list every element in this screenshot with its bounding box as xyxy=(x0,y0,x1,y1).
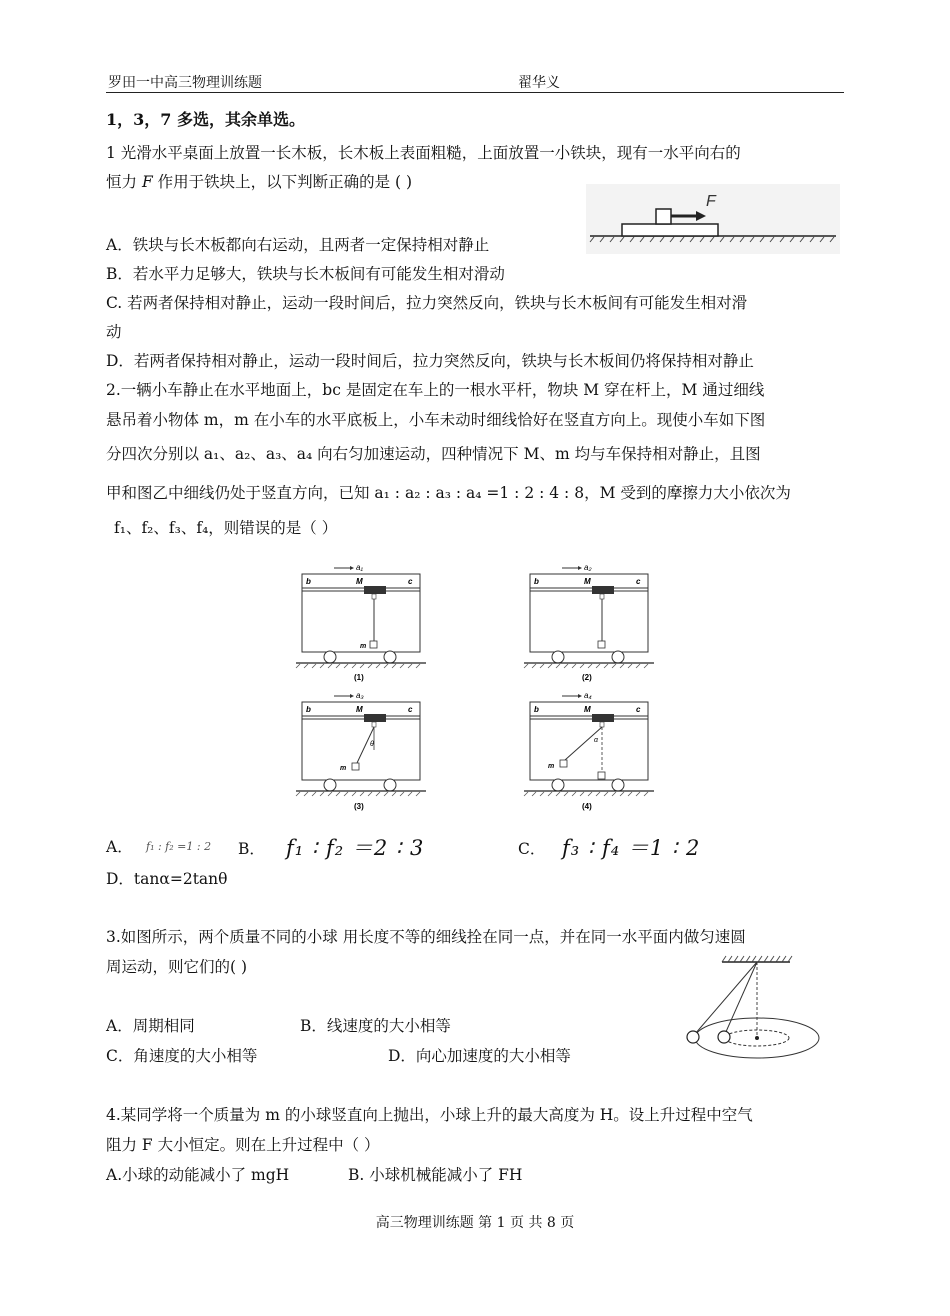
q2-line1: 2.一辆小车静止在水平地面上，bc 是固定在车上的一根水平杆，物块 M 穿在杆上，M 通过细线 xyxy=(106,381,765,399)
q1-stem-line2: 恒力 F 作用于铁块上，以下判断正确的是 ( ) xyxy=(106,173,413,191)
svg-text:m: m xyxy=(548,763,555,770)
header-school: 罗田一中高三物理训练题 xyxy=(108,75,262,91)
svg-text:c: c xyxy=(408,705,413,714)
svg-text:(4): (4) xyxy=(582,802,592,811)
q1-option-d: D．若两者保持相对静止，运动一段时间后，拉力突然反向，铁块与长木板间仍将保持相对静止 xyxy=(106,352,754,370)
ball-2 xyxy=(718,1031,730,1043)
header-author: 翟华义 xyxy=(518,75,560,91)
svg-text:b: b xyxy=(534,577,539,586)
svg-text:a₃: a₃ xyxy=(356,691,364,700)
q2-option-b-formula: f₁ ∶ f₂ ＝2 ∶ 3 xyxy=(286,836,425,860)
long-board xyxy=(622,224,718,236)
q3-option-d: D．向心加速度的大小相等 xyxy=(388,1047,571,1065)
q3-figure xyxy=(680,954,825,1072)
q1-option-c-line1: C. 若两者保持相对静止，运动一段时间后，拉力突然反向，铁块与长木板间有可能发生相对滑 xyxy=(106,294,748,312)
ball-1 xyxy=(687,1031,699,1043)
svg-text:M: M xyxy=(584,705,591,714)
svg-text:a₂: a₂ xyxy=(584,563,592,572)
q2-option-d: D．tanα=2tanθ xyxy=(106,870,228,888)
svg-text:m: m xyxy=(360,643,367,650)
q1-option-b: B．若水平力足够大，铁块与长木板间有可能发生相对滑动 xyxy=(106,265,505,283)
q2-line2: 悬吊着小物体 m，m 在小车的水平底板上，小车未动时细线恰好在竖直方向上。现使小车如下图 xyxy=(106,411,766,429)
q3-line1: 3.如图所示，两个质量不同的小球 用长度不等的细线拴在同一点，并在同一水平面内做匀速圆 xyxy=(106,928,746,946)
svg-text:α: α xyxy=(594,737,598,744)
cart-panel-3 xyxy=(296,691,426,811)
svg-text:c: c xyxy=(636,577,641,586)
q4-option-b: B. 小球机械能减小了 FH xyxy=(348,1166,523,1184)
q1-option-a: A．铁块与长木板都向右运动，且两者一定保持相对静止 xyxy=(106,236,490,254)
q3-option-a: A．周期相同 xyxy=(106,1017,195,1035)
q1-stem-line1: 1 光滑水平桌面上放置一长木板，长木板上表面粗糙，上面放置一小铁块，现有一水平向右的 xyxy=(106,144,741,162)
page-footer: 高三物理训练题 第 1 页 共 8 页 xyxy=(375,1215,575,1231)
q3-line2: 周运动，则它们的( ) xyxy=(106,958,248,976)
q2-line5: f₁、f₂、f₃、f₄，则错误的是（ ） xyxy=(114,519,338,537)
iron-block xyxy=(656,209,671,224)
q2-option-a-label: A． xyxy=(106,838,133,856)
svg-text:(1): (1) xyxy=(354,673,364,682)
q2-figure xyxy=(290,558,660,816)
q2-line4: 甲和图乙中细线仍处于竖直方向，已知 a₁ : a₂ : a₃ : a₄ =1 : 2 : 4 : 8，M 受到的摩擦力大小依次为 xyxy=(106,484,791,502)
q1-option-c-line2: 动 xyxy=(106,323,122,341)
svg-text:c: c xyxy=(408,577,413,586)
svg-text:c: c xyxy=(636,705,641,714)
q2-option-c-label: C． xyxy=(518,840,546,858)
svg-text:M: M xyxy=(356,577,363,586)
q4-option-a: A.小球的动能减小了 mgH xyxy=(106,1166,290,1184)
instruction: 1，3，7 多选，其余单选。 xyxy=(106,110,305,129)
svg-text:b: b xyxy=(306,705,311,714)
svg-text:(2): (2) xyxy=(582,673,592,682)
svg-text:(3): (3) xyxy=(354,802,364,811)
q4-line2: 阻力 F 大小恒定。则在上升过程中（ ） xyxy=(106,1136,380,1154)
cart-panel-4 xyxy=(524,691,654,811)
svg-text:M: M xyxy=(584,577,591,586)
q2-option-c-formula: f₃ ∶ f₄ ＝1 ∶ 2 xyxy=(562,836,701,860)
svg-text:m: m xyxy=(340,765,347,772)
q4-line1: 4.某同学将一个质量为 m 的小球竖直向上抛出，小球上升的最大高度为 H。设上升过程中空气 xyxy=(106,1106,753,1124)
cart-panel-1 xyxy=(296,563,426,682)
q3-option-c: C．角速度的大小相等 xyxy=(106,1047,258,1065)
svg-text:b: b xyxy=(306,577,311,586)
svg-text:θ: θ xyxy=(370,741,374,748)
svg-text:a₁: a₁ xyxy=(356,563,363,572)
q3-option-b: B．线速度的大小相等 xyxy=(300,1017,451,1035)
header-rule xyxy=(106,92,844,93)
svg-text:b: b xyxy=(534,705,539,714)
svg-text:M: M xyxy=(356,705,363,714)
q2-option-a-formula: f₁ : f₂ =1 : 2 xyxy=(146,840,212,853)
force-label: F xyxy=(706,193,716,210)
q1-figure xyxy=(586,184,840,254)
q2-option-b-label: B． xyxy=(238,840,265,858)
q2-line3: 分四次分别以 a₁、a₂、a₃、a₄ 向右匀加速运动，四种情况下 M、m 均与车保持相对静止，且图 xyxy=(106,445,761,463)
svg-text:a₄: a₄ xyxy=(584,691,592,700)
cart-panel-2 xyxy=(524,563,654,682)
